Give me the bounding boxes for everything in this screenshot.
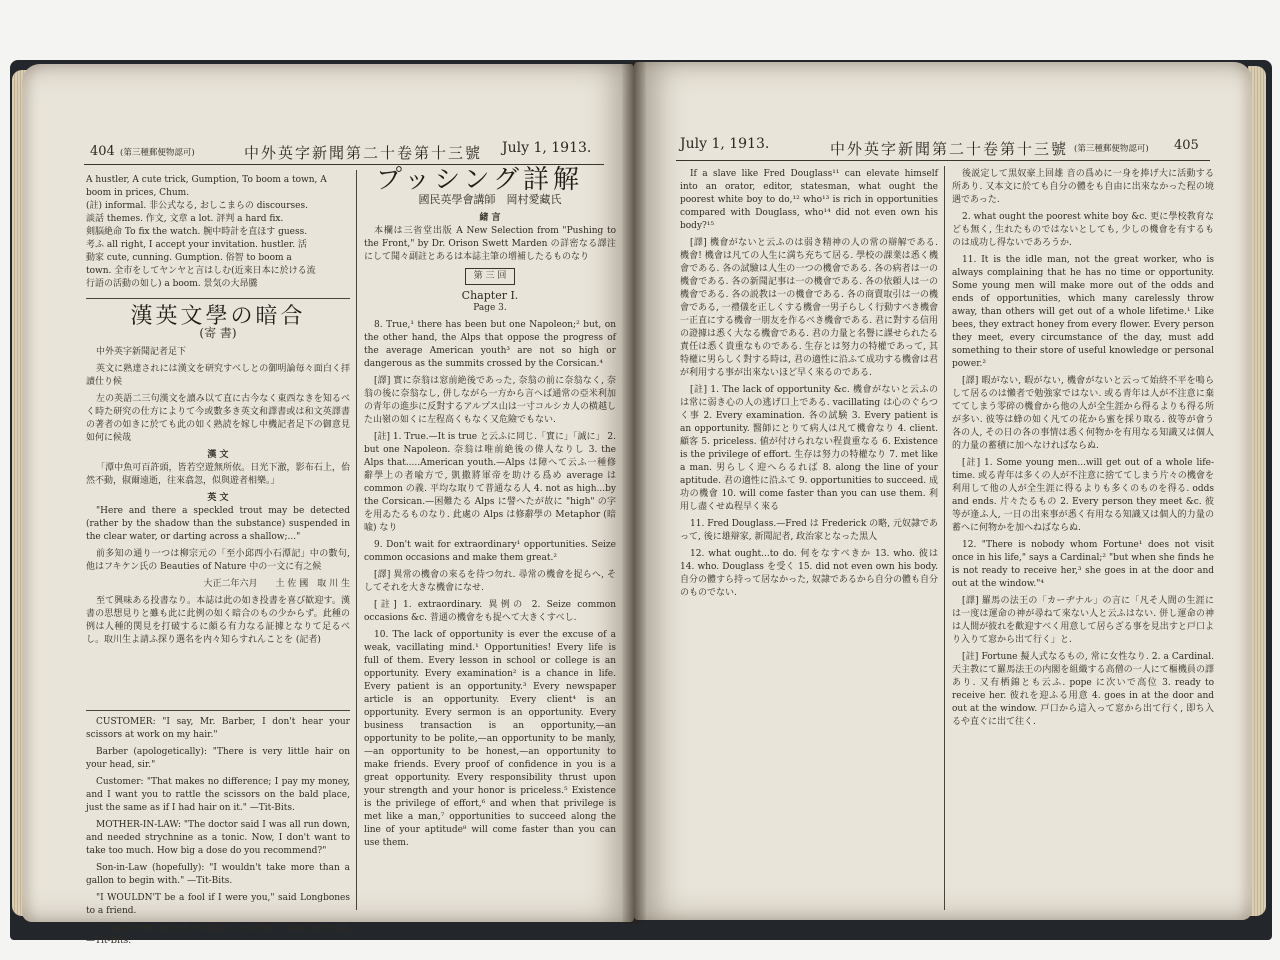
kanbun-signature: 大正二年六月 土 佐 國 取 川 生: [203, 579, 350, 589]
english-label: 英 文: [207, 493, 229, 503]
kanbun-notes: 前多知の通り一つは柳宗元の「至小邱西小石潭記」中の數句, 他はフキケン氏の Beauties of Nature 中の一文に有之候: [86, 549, 350, 572]
joke-text: said Longbones to a friend.: [86, 893, 350, 916]
joke-text: "There is very little hair on your head, sir.": [86, 747, 350, 770]
joke-text: "The doctor said I was all run down, and needed strychnine as a tonic. Now, I don't want to take too much. How big a dose do you recommend?": [86, 820, 350, 856]
pushing-paragraph: 10. The lack of opportunity is ever the excuse of a weak, vacillating mind.¹ Opportunities! Every life is full of them. Every lesson in school or college is an opportunity. Every examination² is a chance in life. Every patient is an opportunity.³ Every newspaper article is an opportunity. Every client⁴ is an opportunity. Every sermon is an opportunity. Every business transaction is an opportunity,—an opportunity to be polite,—an opportunity to be manly,—an opportunity to be honest,—an opportunity to make friends. Every proof of confidence in you is a great opportunity. Every responsibility thrust upon your strength and your honor is priceless.⁵ Existence is the privilege of effort,⁶ and when that privilege is met like a man,⁷ opportunities to succeed along the line of your aptitude⁸ will come faster than you can use them.: [364, 630, 616, 848]
right-header-rule: [676, 160, 1210, 161]
joke-text: "That makes no difference; I pay my money, and I want you to rattle the scissors on the bald place, just the same as if I had hair on it." —Tit-Bits.: [86, 777, 350, 813]
glossary-line: 考ふ all right, I accept your invitation. hustler. 活: [86, 240, 307, 250]
right-paragraph: [譯] 機會がないと云ふのは弱き精神の人の常の辯解である. 機會! 機會は凡ての人生に満ち充ちて居る. 學校の課業は悉く機會である. 各の試驗は人生の一つの機會である. 各の病者は一の機會である. 各の新聞記事は一の機會である. 各の依頼人は一の機會である. 各の説教は一の機會である. 各の商賣取引は一の機會である, 一禮儀を正しくする機會一男子らしく行動すべき機會一正直にする機會一朋友を作るべき機會である. 君に對する信用の證據は悉く大なる機會である. 君の力量と名譽に課せられたる責任は悉く貴重なものである. 生存とは努力の特權であって, 其特權に男らしく對する時は, 君の適性に沿ふて成功する機會は君が利用する事が出來ないほど早く來るのである.: [680, 238, 938, 378]
right-paragraph: 11. It is the idle man, not the great worker, who is always complaining that he has no time or opportunity. Some young men will make more out of the odds and ends of opportunities, which many carelessly throw away, than others will get out of a whole lifetime.¹ Like bees, they extract honey from every flower. Every person they meet, every circumstance of the day, must add something to their store of useful knowledge or personal power.²: [952, 255, 1214, 369]
glossary-line: 行語の活動の如し) a boom. 景気の大昂騰: [86, 279, 258, 289]
right-paragraph: [譯] 暇がない, 暇がない, 機會がないと云って始終不平を鳴らして居るのは懶者で勉強家ではない. 或る青年は人が不注意に棄ててしまう零碎の機會から他の人が全生涯から得るよりも得る所が多い. 彼等は蜂の如く凡ての花から蜜を採り取る. 彼等が會う各の人, その日の各の事情は悉く何物かを有用なる知識又は個人的力量の蓄積に加へなければならぬ.: [952, 376, 1214, 451]
right-paragraph: If a slave like Fred Douglass¹¹ can elevate himself into an orator, editor, statesman, what ought the poorest white boy to do,¹² who¹³ is rich in opportunities compared with Douglass, who¹⁴ did not even own his body?¹⁵: [680, 169, 938, 231]
joke-line: [86, 819, 350, 858]
joke-speaker: Customer:: [96, 777, 144, 787]
right-page-date: July 1, 1913.: [680, 136, 770, 152]
right-paragraph: 11. Fred Douglass.—Fred は Frederick の略, 元奴隷であって, 後に雄辯家, 新聞記者, 政治家となった黒人: [680, 519, 938, 542]
column-divider: [356, 170, 357, 910]
glossary-line: 動家 cute, cunning. Gumption. 俗智 to boom a: [86, 253, 292, 263]
pushing-paragraph: 8. True,¹ there has been but one Napoleon;² but, on the other hand, the Alps that oppose the progress of the average American youth³ are not so high or dangerous as the summits crossed by the Corsican.⁴: [364, 320, 616, 369]
preface-label: 緒 言: [479, 213, 501, 223]
pushing-article: [364, 165, 616, 910]
pushing-paragraph: [註] 1. True.—It is true と云ふに同じ.「實に」「誠に」 2. but one Napoleon. 奈翁は唯前絶後の偉人なりし 3. the Alps that.....American youth.—Alps は障へて云ふ一種修辭學上の者喩方で, 凱撒將軍帝を助ける爲め average は common の義. 平均な取りて普通なる人 4. not as high...by the Corsican.—困難たる Alps に譬へたが故に "high" の字を用ゐたるものなり. 此處の Alps は修辭學の Metaphor (暗喩) なり: [364, 432, 616, 533]
right-page-journal-title: 中外英字新聞第二十卷第十三號: [830, 140, 1069, 158]
joke-line: [86, 746, 350, 772]
glossary-line: 談話 themes. 作文, 文章 a lot. 評判 a hard fix.: [86, 214, 284, 224]
right-paragraph: 12. what ought...to do. 何をなすべきか 13. who. 彼は 14. who. Douglass を受く 15. did not even own his body. 自分の體すら持って居なかった, 奴隷であるから自分の體も自分のものでない.: [680, 549, 938, 598]
right-page-number: 405: [1174, 138, 1199, 153]
joke-line: [86, 922, 350, 948]
joke-speaker: "I WOULDN'T be a fool if I were you,": [96, 893, 275, 903]
right-paragraph: [註] 1. Some young men...will get out of a whole life-time. 或る青年は多くの人が不注意に捨ててしまう片々の機會を利用して他の人が全生涯に得るよりも多くのものを得る. odds and ends. 片々たるもの 2. Every person they meet &c. 彼等が逢ふ人, 一日の出來事が悉く有用なる知識又は個人的力量の蓄へに何物かを加へねばならぬ.: [952, 458, 1214, 533]
right-paragraph: 2. what ought the poorest white boy &c. 更に學校教育なども無く, 生れたものではないとしても, 少しの機會を有するものは成功し得ないであろうか.: [952, 212, 1214, 248]
pushing-author: 國民英學會講師 岡村愛藏氏: [418, 193, 562, 206]
right-column-2: [952, 168, 1214, 910]
kanbun-intro: 中外英字新聞記者足下: [96, 347, 187, 357]
kanbun-article: [86, 304, 350, 704]
joke-text: "I say, Mr. Barber, I don't hear your scissors at work on my hair.": [86, 717, 350, 740]
left-page-number: 404: [90, 144, 115, 159]
left-page-permit: (第三種郵便物認可): [120, 148, 195, 158]
jokes-block: [86, 716, 350, 946]
joke-line: [86, 716, 350, 742]
preface-text: 本欄は三省堂出版 A New Selection from "Pushing to the Front," by Dr. Orison Swett Marden の詳密なる譯注にして聞々副註とあるは本誌主筆の增補したるものなり: [364, 226, 616, 262]
joke-text: was the reply. —Tit-Bits.: [86, 923, 350, 946]
pushing-article-title: プッシング詳解: [376, 165, 584, 195]
kanbun-label: 漢 文: [207, 450, 229, 460]
pushing-paragraph: [譯] 實に奈翁は窓前絶後であった, 奈翁の前に奈翁なく, 奈翁の後に奈翁なし, 併しながら一方から言へば通常の亞米利加の青年の進歩に反對するアルプス山は一寸コルシカ人の横越した山嶺の如くに左程高くもなく又危險でもない.: [364, 376, 616, 425]
glossary-line: 剣脳絶命 To fix the watch. 腕中時計を直ほす guess.: [86, 227, 308, 237]
column-divider: [944, 166, 945, 910]
joke-speaker: "If you were me you wouldn't be a fool,": [96, 923, 283, 933]
pushing-paragraph: 9. Don't wait for extraordinary¹ opportunities. Seize common occasions and make them great.²: [364, 540, 616, 563]
right-column-1: [680, 168, 938, 910]
editor-reply: 至て興味ある投書なり。本誌は此の如き投書を喜び歓迎す。漢書の思想見りと雖も此に此例の如く暗合のもの少からず。此種の例は人種的関見を打破するに頗る有力なる証據となりて足るべし。取川生よ請ふ探り選名を内々知らすれんことを (記者): [86, 596, 350, 645]
glossary-line: town. 全市をしてヤンヤと言はしむ(近來日本に於ける流: [86, 266, 316, 276]
right-paragraph: [註] Fortune 擬人式なるもの, 常に女性なり. 2. a Cardinal. 天主教にて羅馬法王の内閣を組織する高僧の一人にて樞機員の譯あり. 又有栖錦とも云ふ. pope に次いで高位 3. ready to receive her. 彼れを迎ふる用意 4. goes in at the door and out at the window. 戸口から這入って窓から出て行く, 即ち入るや直ぐに出て往く.: [952, 652, 1214, 727]
joke-speaker: MOTHER-IN-LAW:: [96, 820, 181, 830]
glossary-line: boom in prices, Chum.: [86, 188, 190, 198]
left-page-journal-title: 中外英字新聞第二十卷第十三號: [244, 144, 483, 162]
english-text: "Here and there a speckled trout may be detected (rather by the shadow than the substance) suspended in the clear water, or darting across a shallow;...": [86, 506, 350, 542]
joke-speaker: CUSTOMER:: [96, 717, 156, 727]
left-page-date: July 1, 1913.: [502, 140, 592, 156]
pushing-paragraph: [譯] 異常の機會の來るを待つ勿れ. 尋常の機會を捉らへ, そしてそれを大きな機會になせ.: [364, 570, 616, 593]
kanbun-intro: 英文に熟達されには漢文を研究すべしとの御明論毎々面白く拝讀仕り候: [86, 364, 350, 387]
left-page: [22, 64, 634, 946]
joke-line: [86, 776, 350, 815]
right-paragraph: [註] 1. The lack of opportunity &c. 機會がないと云ふのは常に弱き心の人の逃げ口上である. vacillating は心のぐらつく事 2. Every examination. 各の試験 3. Every patient is an opportunity. 醫師にとりて病人は凡て機會なり 4. client. 顧客 5. priceless. 値が付けられない程貴重なる 6. Existence is the privilege of effort. 生存は努力の特權なり 7. met like a man. 男らしく迎へらるれば 8. along the line of your aptitude. 君の適性に沿ふて 9. opportunities to succeed. 成功の機會 10. will come faster than you can use them. 利用し盡くせぬ程早く來る: [680, 385, 938, 512]
right-paragraph: 12. "There is nobody whom Fortune¹ does not visit once in his life," says a Cardinal;² "but when she finds he is not ready to receive her,³ she goes in at the door and out at the window."⁴: [952, 540, 1214, 589]
column-rule: [86, 298, 350, 299]
joke-text: "I wouldn't take more than a gallon to begin with." —Tit-Bits.: [86, 863, 350, 886]
right-paragraph: [譯] 羅馬の法王の「カーヂナル」の言に「凡そ人間の生涯には一度は運命の神が尋ねて來ない人と云ふはない. 併し運命の神は人間が彼れを歡迎すべく用意して居らざる事を見出すと戸口より入りて窓から出て行く」と.: [952, 596, 1214, 645]
right-page: [634, 62, 1252, 920]
chapter-heading: Chapter I.: [461, 289, 519, 302]
kanbun-text: 「潭中魚可百許頭，皆若空遊無所依。日光下澈，影布石上，佁然不動，俶爾遠逝，往來翕忽，似與遊者相樂。」: [86, 463, 350, 486]
glossary-line: (註) informal. 非公式なる, おしこまらの discourses.: [86, 201, 308, 211]
joke-line: [86, 862, 350, 888]
right-page-permit: (第三種郵便物認可): [1074, 144, 1149, 154]
column-rule: [86, 710, 350, 711]
part-label: 第 三 回: [465, 268, 516, 285]
kanbun-article-title: 漢英文學の暗合: [130, 304, 306, 329]
kanbun-article-subtitle: (寄 書): [199, 326, 237, 340]
pushing-paragraph: [註] 1. extraordinary. 異例の 2. Seize common occasions &c. 普通の機會をも捉へて大きくすべし.: [364, 600, 616, 623]
kanbun-intro: 左の英語二三句漢文を讀み以て直に古今なく東西なきを知るべく時た研究の仕方によりて今或數多き英文和譯書或は和文英譯書の著者の如きに於ても此の如く熟読を嫁し中機記者足下の御意見如何に候哉: [86, 394, 350, 443]
joke-line: [86, 892, 350, 918]
glossary-block: [86, 174, 348, 294]
page-ref: Page 3.: [473, 303, 507, 313]
joke-speaker: Son-in-Law (hopefully):: [96, 863, 205, 873]
right-paragraph: 後説定して黒奴豪上回雄 音の爲めに一身を捧げ大に活動する所あり. 又本文に於ても自分の體をも自由に出來なかった程の境遇であった.: [952, 169, 1214, 205]
glossary-line: A hustler, A cute trick, Gumption, To boom a town, A: [86, 175, 327, 185]
joke-speaker: Barber (apologetically):: [96, 747, 208, 757]
book-gutter: [622, 62, 646, 924]
